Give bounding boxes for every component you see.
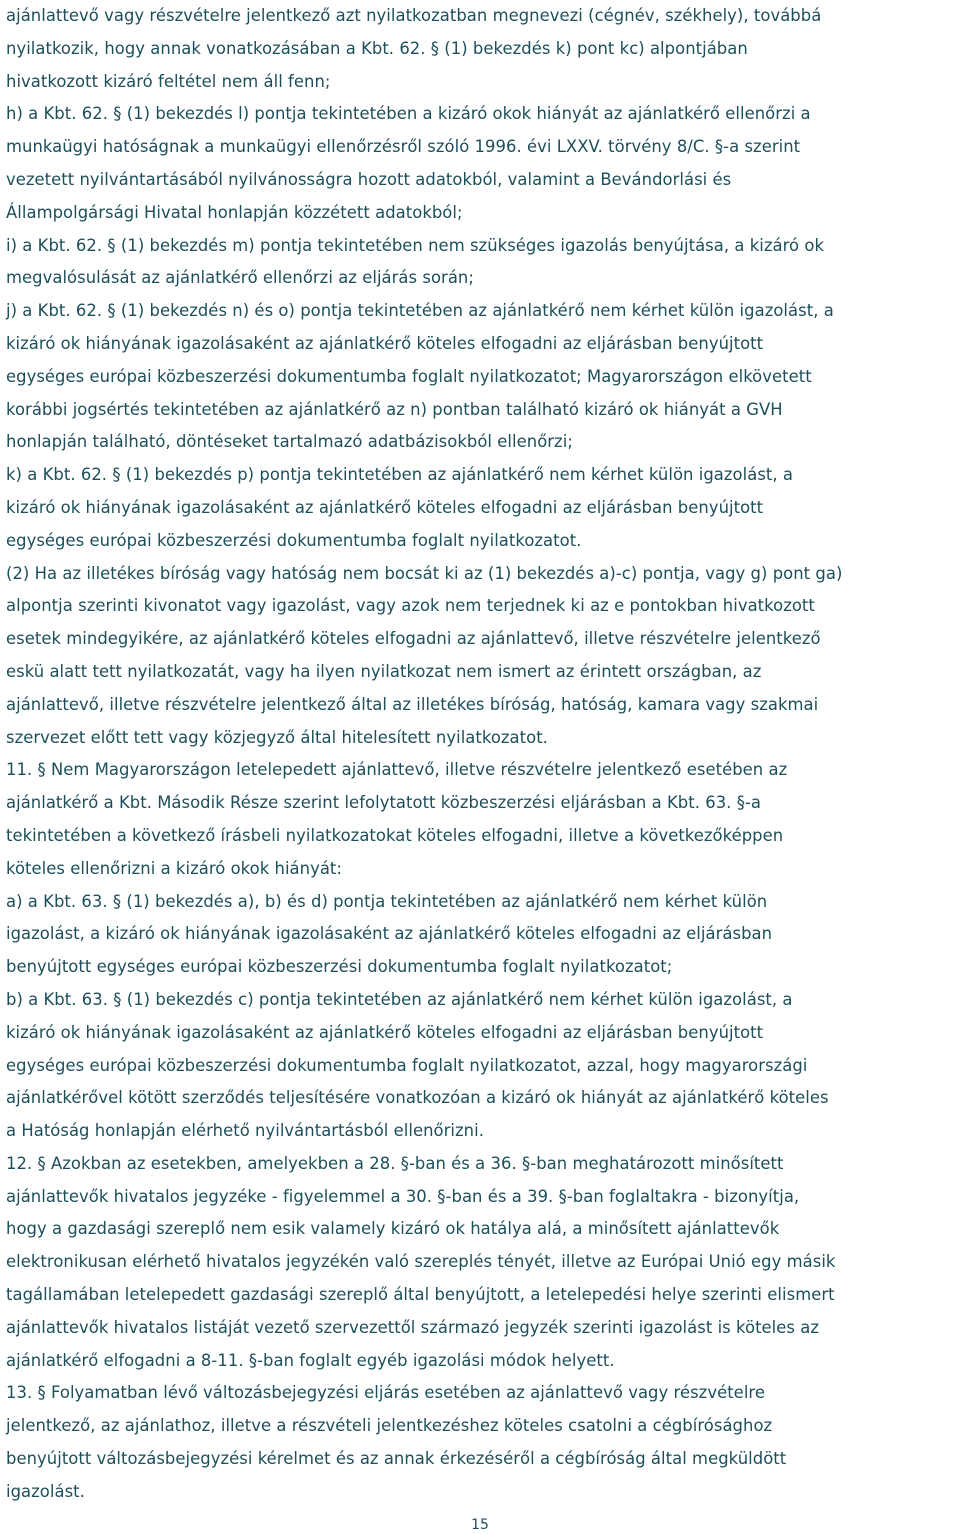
text-line: benyújtott változásbejegyzési kérelmet és az annak érkezéséről a cégbíróság által megküldött xyxy=(6,1449,787,1469)
text-line: i) a Kbt. 62. § (1) bekezdés m) pontja tekintetében nem szükséges igazolás benyújtása, a kizáró ok xyxy=(6,235,825,255)
text-line: ajánlattevő vagy részvételre jelentkező azt nyilatkozatban megnevezi (cégnév, székhely), továbbá xyxy=(6,6,822,25)
document-body xyxy=(6,0,956,1509)
text-line: ajánlattevő, illetve részvételre jelentkező által az illetékes bíróság, hatóság, kamara vagy szakmai xyxy=(6,694,819,714)
text-line: egységes európai közbeszerzési dokumentumba foglalt nyilatkozatot; Magyarországon elkövetett xyxy=(6,366,812,386)
text-line: igazolást, a kizáró ok hiányának igazolásaként az ajánlatkérő köteles elfogadni az eljárásban xyxy=(6,924,773,944)
text-line: 11. § Nem Magyarországon letelepedett ajánlattevő, illetve részvételre jelentkező esetében az xyxy=(6,760,788,780)
text-line: 12. § Azokban az esetekben, amelyekben a 28. §-ban és a 36. §-ban meghatározott minősített xyxy=(6,1153,784,1173)
text-line: elektronikusan elérhető hivatalos jegyzékén való szereplés tényét, illetve az Európai Unió egy másik xyxy=(6,1252,836,1272)
text-line: benyújtott egységes európai közbeszerzési dokumentumba foglalt nyilatkozatot; xyxy=(6,957,673,977)
text-line: tekintetében a következő írásbeli nyilatkozatokat köteles elfogadni, illetve a következőképpen xyxy=(6,825,784,845)
text-line: ajánlattevők hivatalos jegyzéke - figyelemmel a 30. §-ban és a 39. §-ban foglaltakra - bizonyítja, xyxy=(6,1186,800,1206)
text-line: (2) Ha az illetékes bíróság vagy hatóság nem bocsát ki az (1) bekezdés a)-c) pontja, vagy g) pont ga) xyxy=(6,563,843,583)
text-line: egységes európai közbeszerzési dokumentumba foglalt nyilatkozatot, azzal, hogy magyarországi xyxy=(6,1055,808,1075)
text-line: kizáró ok hiányának igazolásaként az ajánlatkérő köteles elfogadni az eljárásban benyújtott xyxy=(6,1022,764,1042)
text-line: igazolást. xyxy=(6,1481,85,1501)
text-line: a Hatóság honlapján elérhető nyilvántartásból ellenőrizni. xyxy=(6,1121,484,1141)
text-line: ajánlatkérő a Kbt. Második Része szerint lefolytatott közbeszerzési eljárásban a Kbt. 63. §-a xyxy=(6,793,762,813)
text-line: ajánlattevők hivatalos listáját vezető szervezettől származó jegyzék szerinti igazolást is köteles az xyxy=(6,1317,820,1337)
page-number: 15 xyxy=(471,1517,489,1533)
text-line: munkaügyi hatóságnak a munkaügyi ellenőrzésről szóló 1996. évi LXXV. törvény 8/C. §-a szerint xyxy=(6,137,801,157)
text-line: tagállamában letelepedett gazdasági szereplő által benyújtott, a letelepedési helye szerinti elismert xyxy=(6,1285,835,1305)
text-line: köteles ellenőrizni a kizáró okok hiányát: xyxy=(6,858,342,878)
text-line: kizáró ok hiányának igazolásaként az ajánlatkérő köteles elfogadni az eljárásban benyújtott xyxy=(6,333,764,353)
text-line: 13. § Folyamatban lévő változásbejegyzési eljárás esetében az ajánlattevő vagy részvételre xyxy=(6,1383,765,1403)
text-line: honlapján található, döntéseket tartalmazó adatbázisokból ellenőrzi; xyxy=(6,432,573,452)
text-line: ajánlatkérő elfogadni a 8-11. §-ban foglalt egyéb igazolási módok helyett. xyxy=(6,1350,615,1370)
text-line: ajánlatkérővel kötött szerződés teljesítésére vonatkozóan a kizáró ok hiányát az ajánlatkérő köteles xyxy=(6,1088,829,1108)
text-line: b) a Kbt. 63. § (1) bekezdés c) pontja tekintetében az ajánlatkérő nem kérhet külön igazolást, a xyxy=(6,989,793,1009)
text-line: h) a Kbt. 62. § (1) bekezdés l) pontja tekintetében a kizáró okok hiányát az ajánlatkérő ellenőrzi a xyxy=(6,104,811,124)
text-line: alpontja szerinti kivonatot vagy igazolást, vagy azok nem terjednek ki az e pontokban hivatkozott xyxy=(6,596,815,616)
text-line: megvalósulását az ajánlatkérő ellenőrzi az eljárás során; xyxy=(6,268,474,288)
text-line: korábbi jogsértés tekintetében az ajánlatkérő az n) pontban található kizáró ok hiányát a GVH xyxy=(6,399,783,419)
text-line: hivatkozott kizáró feltétel nem áll fenn; xyxy=(6,71,331,91)
text-line: kizáró ok hiányának igazolásaként az ajánlatkérő köteles elfogadni az eljárásban benyújtott xyxy=(6,497,764,517)
text-line: esetek mindegyikére, az ajánlatkérő köteles elfogadni az ajánlattevő, illetve részvételre jelentkező xyxy=(6,629,821,649)
text-line: vezetett nyilvántartásából nyilvánosságra hozott adatokból, valamint a Bevándorlási és xyxy=(6,169,732,189)
text-line: Állampolgársági Hivatal honlapján közzétett adatokból; xyxy=(6,202,463,222)
text-line: a) a Kbt. 63. § (1) bekezdés a), b) és d) pontja tekintetében az ajánlatkérő nem kérhet külön xyxy=(6,891,768,911)
text-line: szervezet előtt tett vagy közjegyző által hitelesített nyilatkozatot. xyxy=(6,727,548,747)
text-line: eskü alatt tett nyilatkozatát, vagy ha ilyen nyilatkozat nem ismert az érintett országban, az xyxy=(6,661,762,681)
text-line: j) a Kbt. 62. § (1) bekezdés n) és o) pontja tekintetében az ajánlatkérő nem kérhet külön igazolást, a xyxy=(6,301,834,321)
text-line: egységes európai közbeszerzési dokumentumba foglalt nyilatkozatot. xyxy=(6,530,582,550)
text-line: nyilatkozik, hogy annak vonatkozásában a Kbt. 62. § (1) bekezdés k) pont kc) alpontjában xyxy=(6,38,748,58)
text-line: k) a Kbt. 62. § (1) bekezdés p) pontja tekintetében az ajánlatkérő nem kérhet külön igazolást, a xyxy=(6,465,793,485)
text-line: hogy a gazdasági szereplő nem esik valamely kizáró ok hatálya alá, a minősített ajánlattevők xyxy=(6,1219,780,1239)
text-line: jelentkező, az ajánlathoz, illetve a részvételi jelentkezéshez köteles csatolni a cégbírósághoz xyxy=(6,1416,773,1436)
